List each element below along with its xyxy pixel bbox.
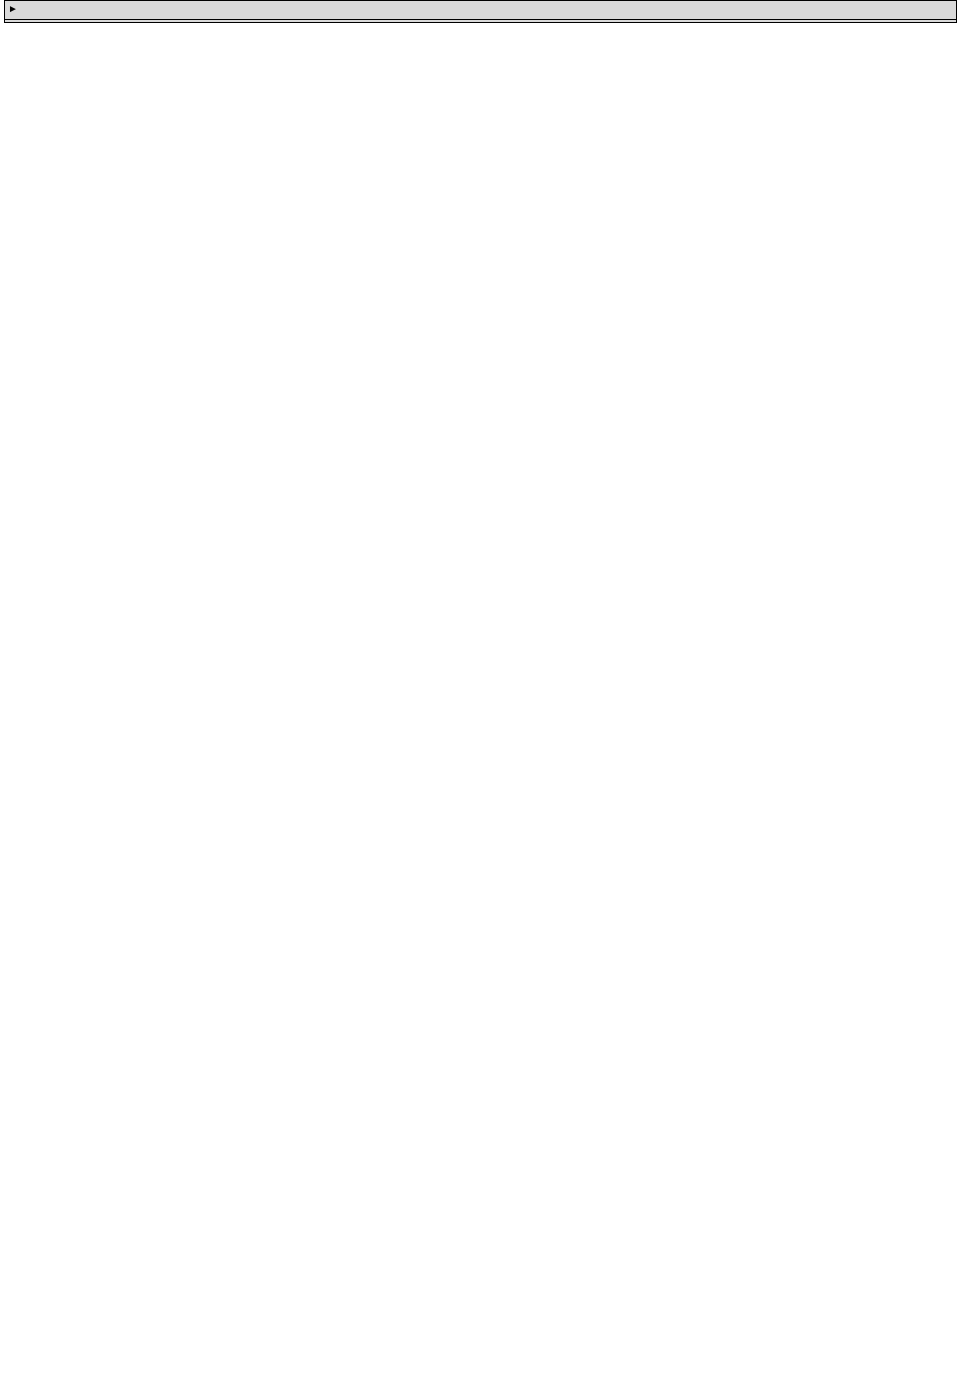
note-title-row [5, 1, 957, 20]
spec-table [4, 0, 957, 23]
specification-document [4, 0, 956, 23]
note-body-row [5, 19, 957, 22]
note-block [5, 1, 957, 23]
triangle-right-icon: ► [8, 4, 18, 15]
